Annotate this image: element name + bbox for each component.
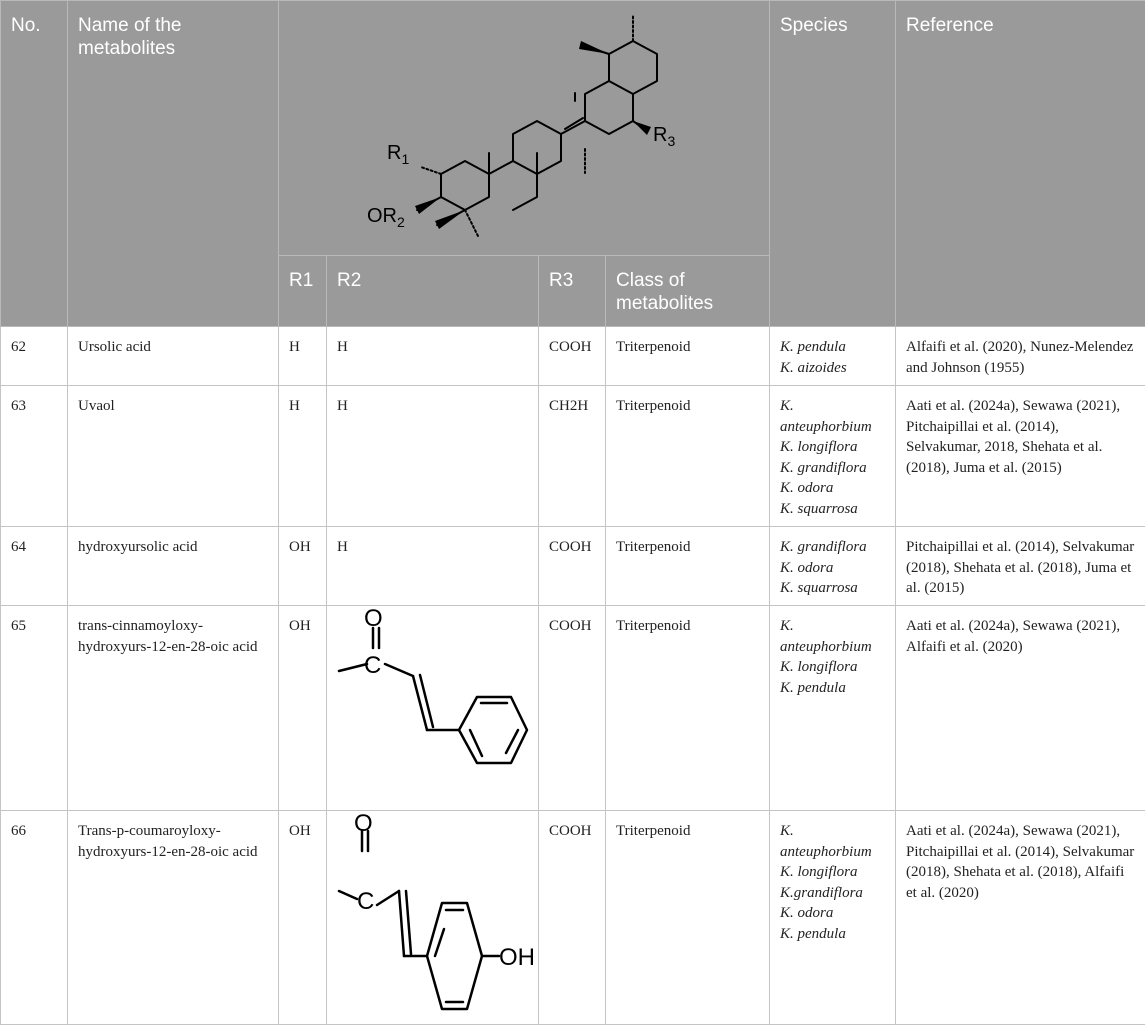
table-row [1, 327, 1145, 386]
class-value: Triterpenoid [606, 811, 770, 1025]
or2-label: $OR_2$ [367, 205, 405, 230]
r1-value: OH [279, 606, 327, 811]
reference-text: Pitchaipillai et al. (2014), Selvakumar (2018), Shehata et al. (2018), Juma et al. (2015) [896, 527, 1145, 606]
class-value: Triterpenoid [606, 386, 770, 527]
species-item: K. anteuphorbium [780, 398, 872, 435]
r3-value: COOH [539, 527, 606, 606]
row-number: 62 [1, 327, 68, 386]
species-list [770, 606, 896, 811]
species-item: K. odora [780, 480, 834, 496]
cinnamoyl-structure [327, 606, 538, 806]
r3-value: CH2H [539, 386, 606, 527]
hydroxyl-label: OH [499, 944, 535, 971]
species-item: K. longiflora [780, 659, 858, 675]
header-no: No. [1, 1, 68, 327]
r3-label: $R_3$ [653, 124, 676, 149]
reference-text: Alfaifi et al. (2020), Nunez-Melendez and Johnson (1955) [896, 327, 1145, 386]
species-item: K. grandiflora [780, 459, 867, 476]
row-number: 65 [1, 606, 68, 811]
row-number: 66 [1, 811, 68, 1025]
r1-value: H [279, 327, 327, 386]
r1-value: H [279, 386, 327, 527]
row-number: 63 [1, 386, 68, 527]
header-r2: R2 [327, 256, 539, 327]
row-number: 64 [1, 527, 68, 606]
r3-value: COOH [539, 811, 606, 1025]
table-row [1, 811, 1145, 1025]
species-item: K. odora [780, 905, 834, 921]
table-row [1, 606, 1145, 811]
species-item: K. squarrosa [780, 580, 858, 596]
carbonyl-carbon-label: C [364, 652, 382, 679]
species-item: K. squarrosa [780, 500, 858, 517]
header-r3: R3 [539, 256, 606, 327]
species-item: K. odora [780, 559, 834, 576]
species-item: K. grandiflora [780, 539, 867, 555]
species-item: K. pendula [780, 339, 846, 355]
carbonyl-oxygen-label: O [364, 606, 383, 632]
reference-text: Aati et al. (2024a), Sewawa (2021), Alfaifi et al. (2020) [896, 606, 1145, 811]
metabolite-name: trans-cinnamoyloxy-hydroxyurs-12-en-28-oic acid [68, 606, 279, 811]
cinnamoyl-drawing [327, 606, 537, 806]
header-r1: R1 [279, 256, 327, 327]
header-class: Class of metabolites [606, 256, 770, 327]
r2-value: H [327, 527, 539, 606]
r3-value: COOH [539, 606, 606, 811]
table-row [1, 527, 1145, 606]
metabolite-name: Trans-p-coumaroyloxy-hydroxyurs-12-en-28-oic acid [68, 811, 279, 1025]
r2-cinnamoyl-structure-cell [327, 606, 539, 811]
ursane-skeleton-drawing [279, 1, 770, 255]
r2-coumaroyl-structure-cell [327, 811, 539, 1025]
header-reference: Reference [896, 1, 1145, 327]
r1-label: $R_1$ [387, 142, 410, 167]
metabolite-name: Ursolic acid [68, 327, 279, 386]
species-list [770, 386, 896, 527]
coumaroyl-drawing [327, 811, 537, 1021]
ursane-core-structure [279, 1, 769, 255]
species-item: K. pendula [780, 925, 846, 942]
species-item: K.grandiflora [780, 884, 863, 901]
table-row [1, 386, 1145, 527]
r1-value: OH [279, 811, 327, 1025]
r2-value: H [327, 327, 539, 386]
header-name: Name of the metabolites [68, 1, 279, 327]
class-value: Triterpenoid [606, 606, 770, 811]
species-list [770, 811, 896, 1025]
reference-text: Aati et al. (2024a), Sewawa (2021), Pitchaipillai et al. (2014), Selvakumar (2018), Shehata et al. (2018), Alfaifi et al. (2020) [896, 811, 1145, 1025]
species-list [770, 527, 896, 606]
species-item: K. longiflora [780, 439, 858, 455]
header-row-main [1, 1, 1145, 256]
metabolite-name: hydroxyursolic acid [68, 527, 279, 606]
r3-value: COOH [539, 327, 606, 386]
metabolite-name: Uvaol [68, 386, 279, 527]
species-list [770, 327, 896, 386]
class-value: Triterpenoid [606, 327, 770, 386]
species-item: K. pendula [780, 679, 846, 696]
species-item: K. anteuphorbium [780, 823, 872, 860]
r2-value: H [327, 386, 539, 527]
reference-text: Aati et al. (2024a), Sewawa (2021), Pitchaipillai et al. (2014), Selvakumar, 2018, Shehata et al. (2018), Juma et al. (2015) [896, 386, 1145, 527]
core-structure-cell [279, 1, 770, 256]
r1-value: OH [279, 527, 327, 606]
species-item: K. longiflora [780, 864, 858, 880]
carbonyl-oxygen-label: O [354, 811, 373, 837]
species-item: K. anteuphorbium [780, 618, 872, 655]
carbonyl-carbon-label: C [357, 888, 375, 915]
class-value: Triterpenoid [606, 527, 770, 606]
species-item: K. aizoides [780, 359, 847, 376]
coumaroyl-structure [327, 811, 538, 1021]
header-species: Species [770, 1, 896, 327]
